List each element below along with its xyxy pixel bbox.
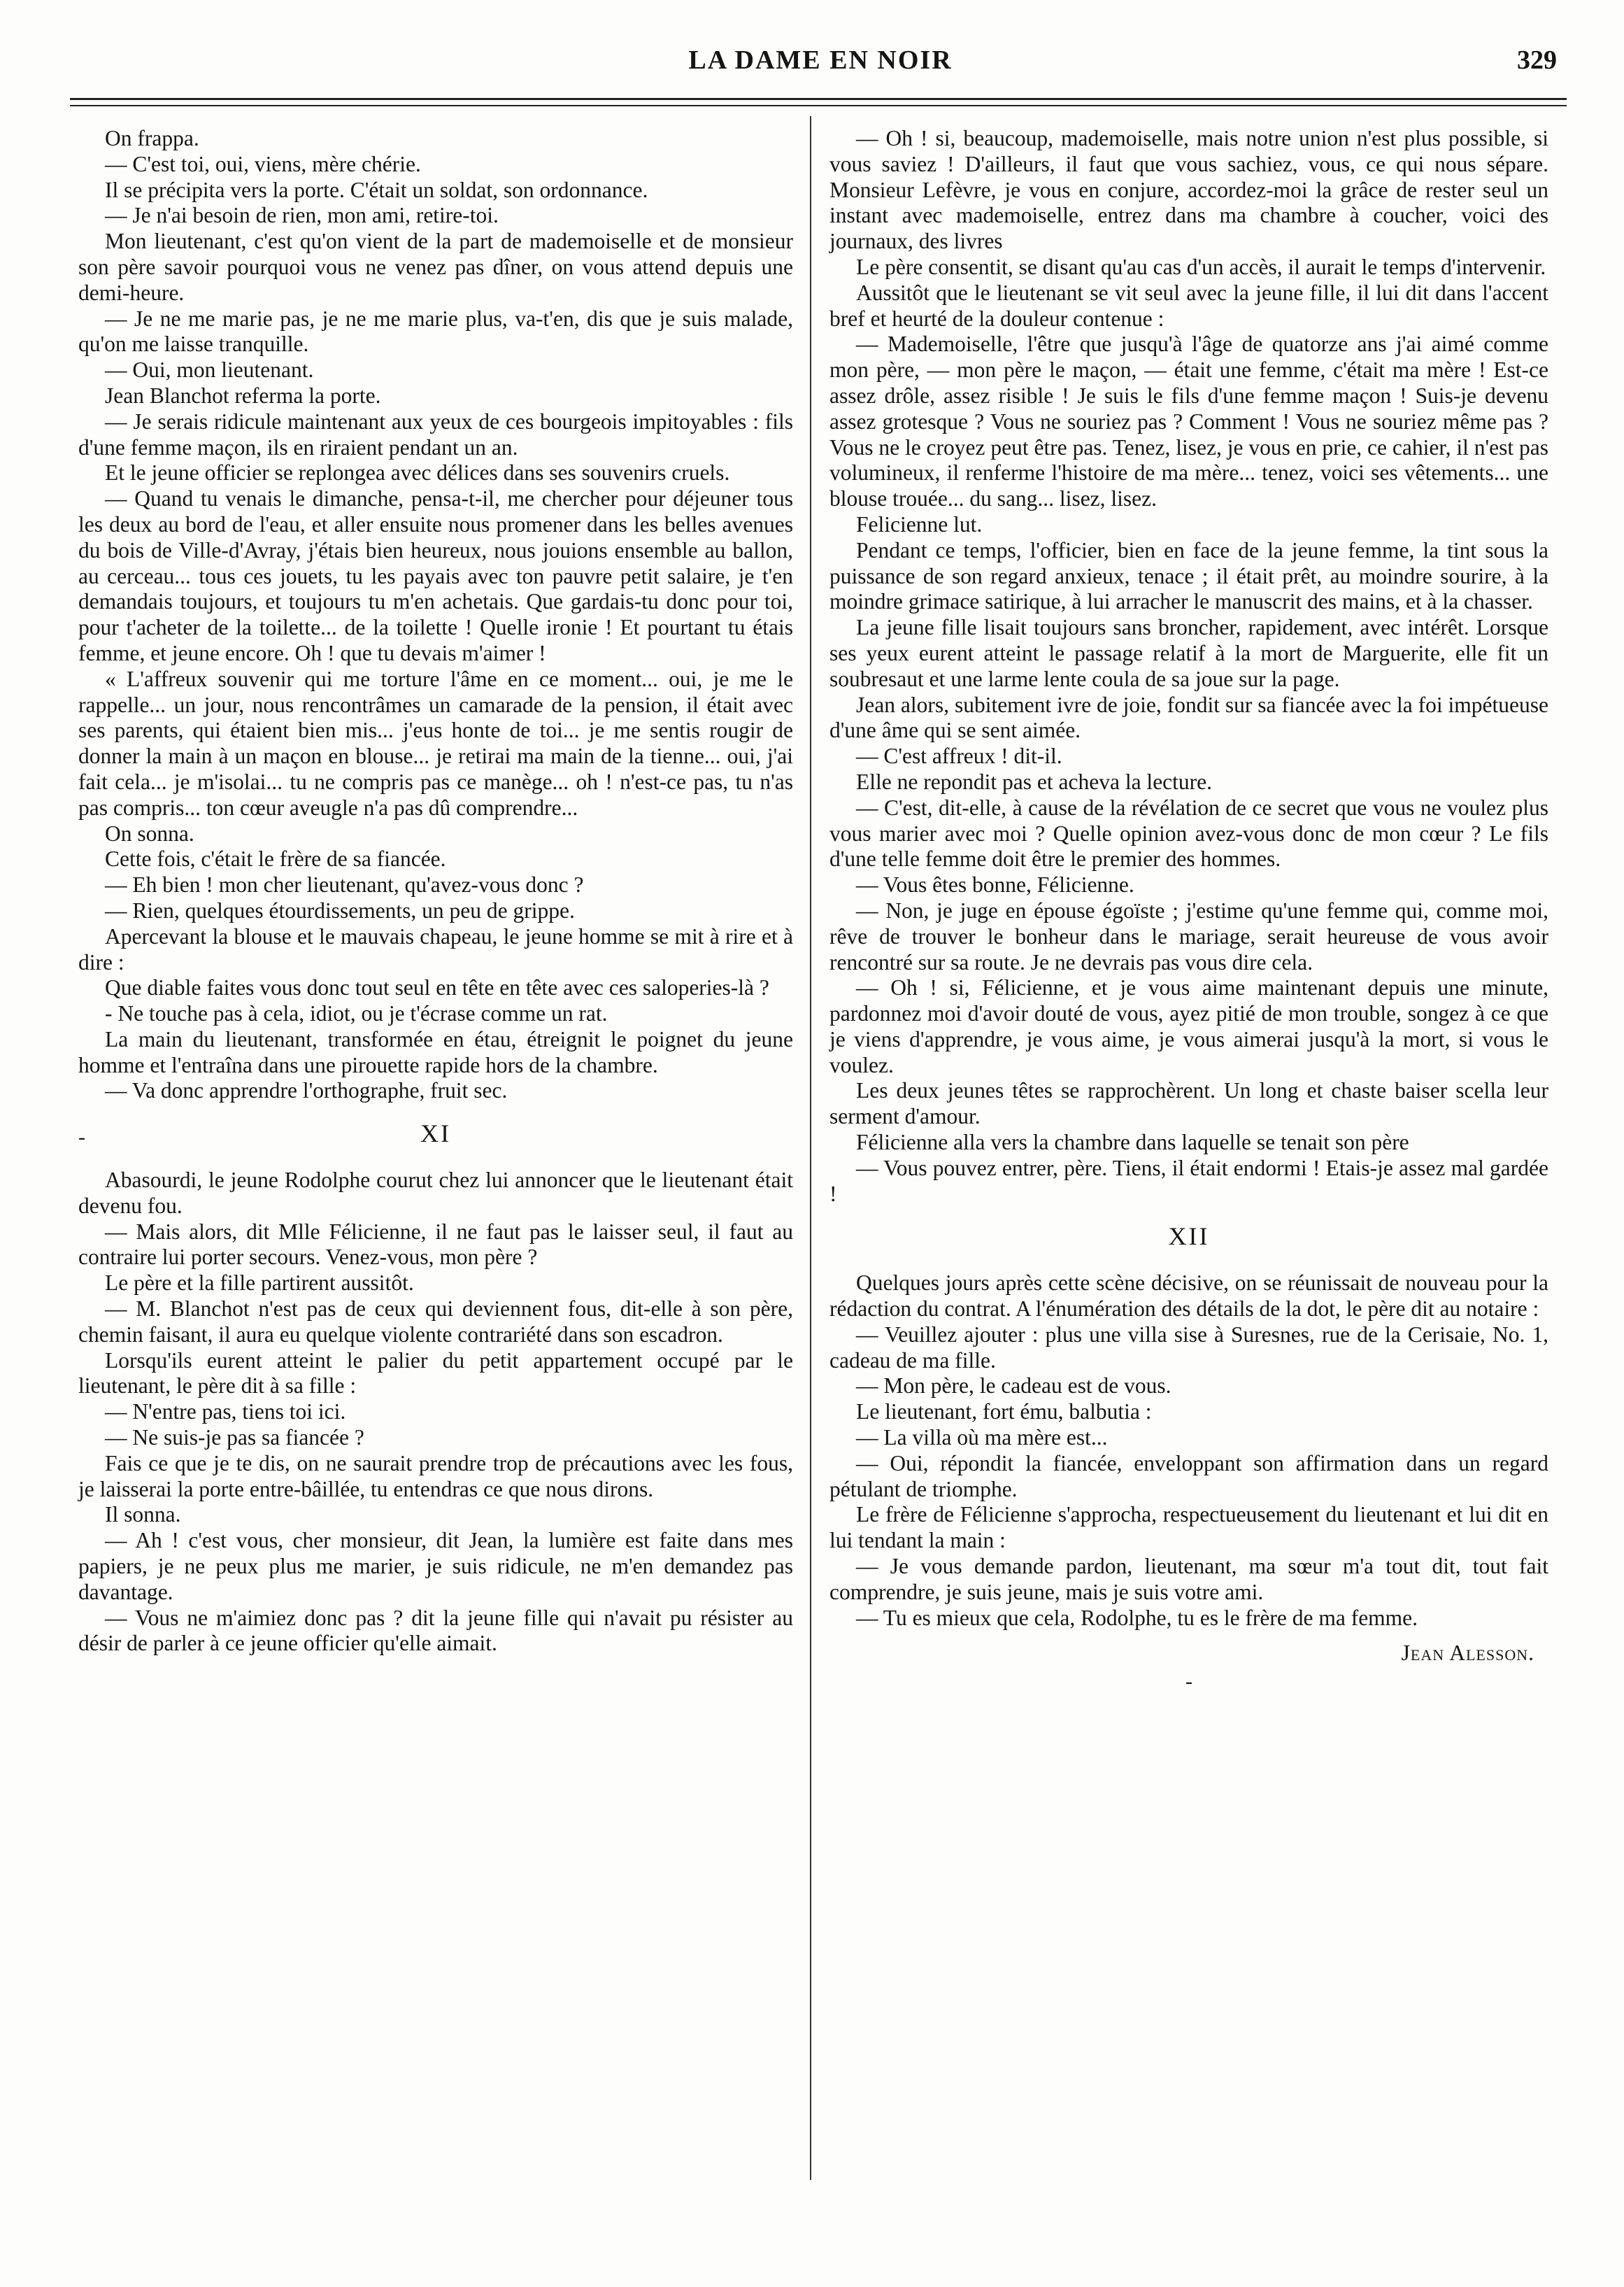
paragraph: — Ne suis-je pas sa fiancée ? <box>105 1425 364 1450</box>
left-text-after-chapter <box>78 1168 793 1657</box>
paragraph: Elle ne repondit pas et acheva la lecture. <box>856 769 1212 794</box>
paragraph: Que diable faites vous donc tout seul en tête en tête avec ces saloperies-là ? <box>105 975 769 1000</box>
paragraph: Fais ce que je te dis, on ne saurait prendre trop de précautions avec les fous, je laisserai la porte entre-bâillée, tu entendras ce que nous dirons. <box>78 1450 793 1501</box>
end-mark: - <box>1185 1670 1192 1694</box>
paragraph: — Je n'ai besoin de rien, mon ami, retire-toi. <box>105 203 499 228</box>
paragraph: — Je vous demande pardon, lieutenant, ma sœur m'a tout dit, tout fait comprendre, je suis jeune, mais je suis votre ami. <box>829 1554 1548 1604</box>
paragraph: Le frère de Félicienne s'approcha, respectueusement du lieutenant et lui dit en lui tendant la main : <box>829 1502 1548 1553</box>
running-head <box>78 41 1562 90</box>
paragraph: Le lieutenant, fort ému, balbutia : <box>856 1399 1152 1424</box>
column-divider <box>810 116 811 2180</box>
paragraph: Il se précipita vers la porte. C'était un soldat, son ordonnance. <box>105 177 648 202</box>
paragraph: Felicienne lut. <box>856 511 983 537</box>
paragraph: Il sonna. <box>105 1502 181 1527</box>
paragraph: — N'entre pas, tiens toi ici. <box>105 1399 346 1424</box>
paragraph: Et le jeune officier se replongea avec délices dans ses souvenirs cruels. <box>105 460 730 486</box>
paragraph: — Rien, quelques étourdissements, un peu de grippe. <box>105 898 575 923</box>
paragraph: — Tu es mieux que cela, Rodolphe, tu es le frère de ma femme. <box>856 1605 1418 1630</box>
paragraph: — Oui, répondit la fiancée, enveloppant son affirmation dans un regard pétulant de triomphe. <box>829 1450 1548 1501</box>
paragraph: — Je ne me marie pas, je ne me marie plus, va-t'en, dis que je suis malade, qu'on me laisse tranquille. <box>78 306 793 357</box>
paragraph: — Va donc apprendre l'orthographe, fruit sec. <box>105 1078 508 1103</box>
right-column <box>829 126 1548 1695</box>
paragraph: Le père et la fille partirent aussitôt. <box>105 1270 414 1296</box>
page-number: 329 <box>1517 45 1557 75</box>
paragraph: Aussitôt que le lieutenant se vit seul avec la jeune fille, il lui dit dans l'accent bref et heurté de la douleur contenue : <box>829 280 1548 331</box>
author-signature: Jean Alesson. <box>1401 1641 1534 1666</box>
chapter-xi-heading-wrap <box>78 1121 793 1147</box>
paragraph: Pendant ce temps, l'officier, bien en face de la jeune femme, la tint sous la puissance de son regard anxieux, tenace ; il était prêt, au moindre sourire, à la moindre grimace satirique, à lui arracher le manuscrit des mains, et à la chasser. <box>829 537 1548 614</box>
left-text-before-chapter <box>78 126 793 1104</box>
paragraph: - Ne touche pas à cela, idiot, ou je t'écrase comme un rat. <box>105 1001 608 1026</box>
paragraph: — Ah ! c'est vous, cher monsieur, dit Jean, la lumière est faite dans mes papiers, je ne peux plus me marier, je suis ridicule, ne m'en demandez pas davantage. <box>78 1528 793 1604</box>
chapter-dash: - <box>78 1126 85 1149</box>
paragraph: Jean Blanchot referma la porte. <box>105 383 381 408</box>
paragraph: — Vous pouvez entrer, père. Tiens, il était endormi ! Etais-je assez mal gardée ! <box>829 1155 1548 1206</box>
paragraph: Jean alors, subitement ivre de joie, fondit sur sa fiancée avec la foi impétueuse d'une âme qui se sent aimée. <box>829 692 1548 743</box>
paragraph: On frappa. <box>105 126 199 150</box>
paragraph: — Oui, mon lieutenant. <box>105 357 314 383</box>
paragraph: On sonna. <box>105 821 194 846</box>
paragraph: « L'affreux souvenir qui me torture l'âme en ce moment... oui, je me le rappelle... un jour, nous rencontrâmes un camarade de la pension, il était avec ses parents, qui étaient bien mis... j'eus honte de toi... je me sentis rougir de donner la main à un maçon en blouse... je retirai ma main de la tienne... oui, j'ai fait cela... je m'isolai... tu ne compris pas ce manège... oh ! n'est-ce pas, tu n'as pas compris... ton cœur aveugle n'a pas dû comprendre... <box>78 666 793 820</box>
paragraph: La main du lieutenant, transformée en étau, étreignit le poignet du jeune homme et l'entraîna dans une pirouette rapide hors de la chambre. <box>78 1026 793 1077</box>
right-text-before-chapter <box>829 126 1548 1207</box>
paragraph: — Non, je juge en épouse égoïste ; j'estime qu'une femme qui, comme moi, rêve de trouver le bonheur dans le mariage, serait heureuse de vous avoir rencontré sur sa route. Je ne devrais pas vous dire cela. <box>829 898 1548 975</box>
paragraph: — Oh ! si, Félicienne, et je vous aime maintenant depuis une minute, pardonnez moi d'avoir douté de vous, ayez pitié de mon trouble, songez à ce que je viens d'apprendre, je vous aime, je vous aimerai jusqu'à la mort, si vous le voulez. <box>829 975 1548 1077</box>
paragraph: — La villa où ma mère est... <box>856 1425 1108 1450</box>
paragraph: — Je serais ridicule maintenant aux yeux de ces bourgeois impitoyables : fils d'une femme maçon, ils en riraient pendant un an. <box>78 409 793 460</box>
header-rule-secondary <box>70 105 1567 106</box>
paragraph: — Oh ! si, beaucoup, mademoiselle, mais notre union n'est plus possible, si vous saviez ! D'ailleurs, il faut que vous sachiez, vous, ce qui nous sépare. Monsieur Lefèvre, je vous en conjure, accordez-moi la grâce de rester seul un instant avec mademoiselle, entrez dans ma chambre à coucher, voici des journaux, des livres <box>829 126 1548 254</box>
left-column <box>78 126 793 1657</box>
paragraph: Quelques jours après cette scène décisive, on se réunissait de nouveau pour la rédaction du contrat. A l'énumération des détails de la dot, le père dit au notaire : <box>829 1270 1548 1322</box>
paragraph: Apercevant la blouse et le mauvais chapeau, le jeune homme se mit à rire et à dire : <box>78 923 793 975</box>
paragraph: — C'est toi, oui, viens, mère chérie. <box>105 151 421 176</box>
paragraph: La jeune fille lisait toujours sans broncher, rapidement, avec intérêt. Lorsque ses yeux eurent atteint le passage relatif à la mort de Marguerite, elle fit un soubresaut et une larme lente coula de sa joue sur la page. <box>829 615 1548 691</box>
paragraph: Mon lieutenant, c'est qu'on vient de la part de mademoiselle et de monsieur son père savoir pourquoi vous ne venez pas dîner, on vous attend depuis une demi-heure. <box>78 229 793 305</box>
paragraph: — Mon père, le cadeau est de vous. <box>856 1373 1171 1399</box>
paragraph: — Vous ne m'aimiez donc pas ? dit la jeune fille qui n'avait pu résister au désir de parler à ce jeune officier qu'elle aimait. <box>78 1605 793 1656</box>
header-rule <box>70 98 1567 100</box>
paragraph: — Veuillez ajouter : plus une villa sise à Suresnes, rue de la Cerisaie, No. 1, cadeau de ma fille. <box>829 1322 1548 1373</box>
paragraph: Félicienne alla vers la chambre dans laquelle se tenait son père <box>856 1130 1409 1155</box>
paragraph: — Eh bien ! mon cher lieutenant, qu'avez-vous donc ? <box>105 872 584 898</box>
chapter-heading-xi: XI <box>420 1119 451 1148</box>
paragraph: — C'est affreux ! dit-il. <box>856 744 1062 769</box>
running-title: LA DAME EN NOIR <box>688 45 953 75</box>
chapter-heading-xii: XII <box>1168 1222 1210 1251</box>
paragraph: — Mais alors, dit Mlle Félicienne, il ne faut pas le laisser seul, il faut au contraire lui porter secours. Venez-vous, mon père ? <box>78 1219 793 1270</box>
paragraph: — Vous êtes bonne, Félicienne. <box>856 872 1134 898</box>
paragraph: — Mademoiselle, l'être que jusqu'à l'âge de quatorze ans j'ai aimé comme mon père, — mon père le maçon, — était une femme, c'était ma mère ! Est-ce assez drôle, assez risible ! Je suis le fils d'une femme maçon ! Suis-je devenu assez grotesque ? Vous ne souriez pas ? Comment ! Vous ne souriez même pas ? Vous ne le croyez peut être pas. Tenez, lisez, je vous en prie, ce cahier, il n'est pas volumineux, il renferme l'histoire de ma mère... tenez, voici ses vêtements... une blouse trouée... du sang... lisez, lisez. <box>829 332 1548 511</box>
paragraph: Cette fois, c'était le frère de sa fiancée. <box>105 847 446 872</box>
paragraph: Les deux jeunes têtes se rapprochèrent. Un long et chaste baiser scella leur serment d'amour. <box>829 1078 1548 1129</box>
paragraph: — M. Blanchot n'est pas de ceux qui deviennent fous, dit-elle à son père, chemin faisant, il aura eu quelque violente contrariété dans son escadron. <box>78 1296 793 1347</box>
paragraph: — C'est, dit-elle, à cause de la révélation de ce secret que vous ne voulez plus vous marier avec moi ? Quelle opinion avez-vous donc de mon cœur ? Le fils d'une telle femme doit être le premier des hommes. <box>829 795 1548 872</box>
paragraph: — Quand tu venais le dimanche, pensa-t-il, me chercher pour déjeuner tous les deux au bord de l'eau, et aller ensuite nous promener dans les belles avenues du bois de Ville-d'Avray, j'étais bien heureux, nous jouions ensemble au ballon, au cerceau... tous ces jouets, tu les payais avec ton pauvre petit salaire, je t'en demandais toujours, et toujours tu m'en achetais. Que gardais-tu donc pour toi, pour t'acheter de la toilette... de la toilette ! Quelle ironie ! Et pourtant tu étais femme, et jeune encore. Oh ! que tu devais m'aimer ! <box>78 486 793 665</box>
paragraph: Le père consentit, se disant qu'au cas d'un accès, il aurait le temps d'intervenir. <box>856 254 1546 279</box>
paragraph: Lorsqu'ils eurent atteint le palier du petit appartement occupé par le lieutenant, le père dit à sa fille : <box>78 1347 793 1399</box>
right-text-after-chapter <box>829 1270 1548 1631</box>
paragraph: Abasourdi, le jeune Rodolphe courut chez lui annoncer que le lieutenant était devenu fou. <box>78 1168 793 1218</box>
